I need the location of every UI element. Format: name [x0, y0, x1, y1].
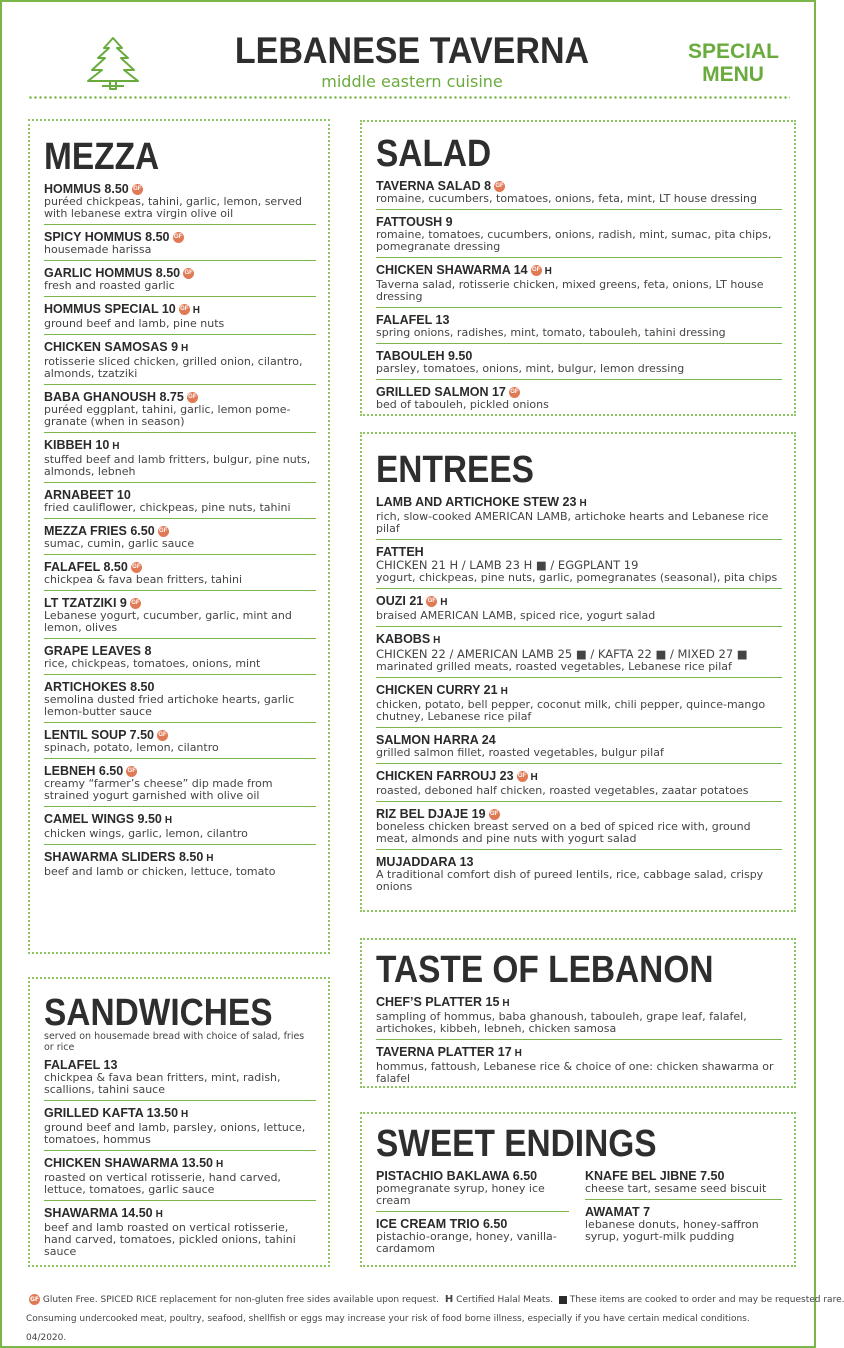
- item-name: [376, 495, 782, 511]
- item-name-text: LENTIL SOUP 7.50: [44, 728, 154, 742]
- item-description: chicken, potato, bell pepper, coconut milk, chili pepper, quince-mango chutney, Lebanese rice pilaf: [376, 698, 766, 723]
- item-name-text: CHICKEN SAMOSAS 9: [44, 340, 179, 354]
- item-description: romaine, cucumbers, tomatoes, onions, feta, mint, LT house dressing: [376, 192, 757, 205]
- item-description: sampling of hommus, baba ghanoush, tabouleh, grape leaf, falafel, artichokes, kibbeh, lebneh, chicken samosa: [376, 1010, 747, 1035]
- item-description: cheese tart, sesame seed biscuit: [585, 1182, 767, 1195]
- item-description: grilled salmon fillet, roasted vegetables, bulgur pilaf: [376, 746, 664, 759]
- entrees-item: [376, 589, 782, 627]
- item-name: [376, 545, 782, 559]
- item-name: [585, 1205, 782, 1219]
- item-description: boneless chicken breast served on a bed of spiced rice with, ground meat, almonds and pine nuts with yogurt salad: [376, 820, 751, 845]
- item-name-text: LEBNEH 6.50: [44, 764, 124, 778]
- item-name-text: FATTEH: [376, 545, 424, 559]
- special-menu-label: [688, 40, 778, 86]
- item-name: [585, 1169, 782, 1183]
- halal-badge-icon: H: [206, 853, 214, 864]
- halal-badge-icon: H: [155, 1209, 163, 1220]
- item-description: fresh and roasted garlic: [44, 279, 175, 292]
- halal-badge-icon: H: [530, 772, 538, 783]
- item-description: bed of tabouleh, pickled onions: [376, 398, 549, 411]
- footer-halal-note: Certified Halal Meats.: [456, 1295, 554, 1305]
- halal-badge-icon: H: [544, 266, 552, 277]
- menu-header: [2, 2, 814, 98]
- sweet-endings-section: [360, 1112, 796, 1267]
- item-description: rice, chickpeas, tomatoes, onions, mint: [44, 657, 261, 670]
- item-name-text: HOMMUS SPECIAL 10: [44, 302, 176, 316]
- item-name: [376, 769, 782, 785]
- sandwiches-section: [28, 977, 330, 1267]
- sweets-left-column: [376, 1164, 579, 1259]
- item-name-text: CHICKEN FARROUJ 23: [376, 769, 514, 783]
- gluten-free-badge-icon: GF: [158, 526, 169, 537]
- mezza-item: [44, 483, 316, 519]
- item-name: [376, 1169, 569, 1183]
- item-name: [376, 385, 782, 399]
- item-name: [376, 683, 782, 699]
- mezza-item: [44, 675, 316, 723]
- gluten-free-badge-icon: GF: [489, 809, 500, 820]
- item-name-text: KABOBS: [376, 632, 431, 646]
- item-name-text: CAMEL WINGS 9.50: [44, 812, 162, 826]
- halal-badge-icon: H: [514, 1048, 522, 1059]
- sweets-title: SWEET ENDINGS: [376, 1123, 657, 1165]
- item-description: fried cauliflower, chickpeas, pine nuts, tahini: [44, 501, 291, 514]
- item-description: romaine, tomatoes, cucumbers, onions, radish, mint, sumac, pita chips, pomegranate dressing: [376, 228, 772, 253]
- entrees-item: [376, 678, 782, 728]
- item-description: pistachio-orange, honey, vanilla-cardamom: [376, 1230, 557, 1255]
- item-name-text: SHAWARMA 14.50: [44, 1206, 153, 1220]
- halal-badge-icon: H: [112, 441, 120, 452]
- item-name-text: GRAPE LEAVES 8: [44, 644, 152, 658]
- item-description: pomegranate syrup, honey ice cream: [376, 1182, 545, 1207]
- item-name-text: LT TZATZIKI 9: [44, 596, 127, 610]
- mezza-item: [44, 433, 316, 483]
- item-name-text: AWAMAT 7: [585, 1205, 651, 1219]
- item-description: spring onions, radishes, mint, tomato, tabouleh, tahini dressing: [376, 326, 726, 339]
- item-name-text: PISTACHIO BAKLAWA 6.50: [376, 1169, 538, 1183]
- item-description: creamy “farmer’s cheese” dip made from strained yogurt garnished with olive oil: [44, 777, 273, 802]
- halal-badge-icon: H: [444, 1294, 454, 1305]
- restaurant-title: LEBANESE TAVERNA: [234, 30, 590, 71]
- item-name-text: SPICY HOMMUS 8.50: [44, 230, 170, 244]
- sweets-item: [585, 1164, 782, 1200]
- item-name-text: MEZZA FRIES 6.50: [44, 524, 155, 538]
- entrees-title: ENTREES: [376, 449, 534, 491]
- salad-list: [376, 174, 782, 415]
- item-name: [44, 266, 316, 280]
- item-description: chickpea & fava bean fritters, mint, radish, scallions, tahini sauce: [44, 1071, 281, 1096]
- item-name: [376, 215, 782, 229]
- item-name-text: TABOULEH 9.50: [376, 349, 473, 363]
- halal-badge-icon: H: [216, 1159, 224, 1170]
- item-name-text: TAVERNA PLATTER 17: [376, 1045, 512, 1059]
- item-description: ground beef and lamb, parsley, onions, lettuce, tomatoes, hommus: [44, 1121, 306, 1146]
- item-description: ground beef and lamb, pine nuts: [44, 317, 225, 330]
- item-name-text: FALAFEL 8.50: [44, 560, 128, 574]
- item-name-text: GRILLED KAFTA 13.50: [44, 1106, 179, 1120]
- item-name-text: BABA GHANOUSH 8.75: [44, 390, 184, 404]
- gluten-free-badge-icon: GF: [494, 181, 505, 192]
- item-name: [376, 1045, 782, 1061]
- item-name-text: GARLIC HOMMUS 8.50: [44, 266, 181, 280]
- item-description: puréed chickpeas, tahini, garlic, lemon, served with lebanese extra virgin olive oil: [44, 195, 302, 220]
- gluten-free-badge-icon: GF: [426, 596, 437, 607]
- item-options: CHICKEN 21 H / LAMB 23 H ■ / EGGPLANT 19: [376, 558, 639, 572]
- item-name: [44, 728, 316, 742]
- item-name-text: LAMB AND ARTICHOKE STEW 23: [376, 495, 577, 509]
- item-name-text: ARTICHOKES 8.50: [44, 680, 155, 694]
- item-name: [376, 313, 782, 327]
- item-name: [44, 302, 316, 318]
- item-name-text: ARNABEET 10: [44, 488, 131, 502]
- entrees-item: [376, 540, 782, 589]
- item-name: [376, 263, 782, 279]
- sweets-right-column: [579, 1164, 782, 1259]
- entrees-item: [376, 802, 782, 850]
- sandwiches-title: SANDWICHES: [44, 992, 273, 1034]
- item-description: Taverna salad, rotisserie chicken, mixed greens, feta, onions, LT house dressing: [376, 278, 764, 303]
- item-description: puréed eggplant, tahini, garlic, lemon pome-granate (when in season): [44, 403, 291, 428]
- gluten-free-badge-icon: GF: [183, 268, 194, 279]
- sandwiches-item: [44, 1101, 316, 1151]
- taste-of-lebanon-section: [360, 938, 796, 1088]
- mezza-item: [44, 807, 316, 845]
- gluten-free-badge-icon: GF: [132, 184, 143, 195]
- taste-list: [376, 990, 782, 1089]
- restaurant-subtitle: middle eastern cuisine: [321, 72, 503, 91]
- mezza-item: [44, 723, 316, 759]
- item-name: [44, 1058, 316, 1072]
- gluten-free-badge-icon: GF: [179, 304, 190, 315]
- gluten-free-badge-icon: GF: [531, 265, 542, 276]
- item-name-text: SHAWARMA SLIDERS 8.50: [44, 850, 204, 864]
- item-name-text: FATTOUSH 9: [376, 215, 453, 229]
- item-name: [44, 1206, 316, 1222]
- item-description: hommus, fattoush, Lebanese rice & choice of one: chicken shawarma or falafel: [376, 1060, 774, 1085]
- item-name: [44, 340, 316, 356]
- item-name-text: CHICKEN SHAWARMA 13.50: [44, 1156, 214, 1170]
- item-name: [44, 524, 316, 538]
- gluten-free-badge-icon: GF: [157, 730, 168, 741]
- item-description: beef and lamb or chicken, lettuce, tomato: [44, 865, 276, 878]
- item-name-text: GRILLED SALMON 17: [376, 385, 506, 399]
- salad-item: [376, 210, 782, 258]
- item-name: [44, 390, 316, 404]
- item-description: sumac, cumin, garlic sauce: [44, 537, 195, 550]
- mezza-section: [28, 119, 330, 954]
- item-name: [44, 438, 316, 454]
- mezza-item: [44, 555, 316, 591]
- item-description: chickpea & fava bean fritters, tahini: [44, 573, 243, 586]
- item-name-text: KIBBEH 10: [44, 438, 110, 452]
- mezza-item: [44, 225, 316, 261]
- footer-line-2: Consuming undercooked meat, poultry, seafood, shellfish or eggs may increase your risk of food borne illness, especially if you have certain medical conditions. 04/2020.: [26, 1314, 750, 1343]
- item-name: [44, 764, 316, 778]
- item-description: roasted, deboned half chicken, roasted vegetables, zaatar potatoes: [376, 784, 749, 797]
- taste-title: TASTE OF LEBANON: [376, 949, 714, 991]
- item-name: [44, 644, 316, 658]
- item-name-text: MUJADDARA 13: [376, 855, 474, 869]
- item-name: [44, 680, 316, 694]
- taste-item: [376, 990, 782, 1040]
- gluten-free-badge-icon: GF: [173, 232, 184, 243]
- cooked-to-order-square-icon: [559, 1296, 567, 1304]
- header-divider: [28, 95, 790, 100]
- sandwiches-item: [44, 1201, 316, 1262]
- item-name: [44, 850, 316, 866]
- halal-badge-icon: H: [579, 498, 587, 509]
- item-name: [44, 1106, 316, 1122]
- item-name: [44, 812, 316, 828]
- mezza-item: [44, 261, 316, 297]
- item-description: chicken wings, garlic, lemon, cilantro: [44, 827, 248, 840]
- mezza-item: [44, 385, 316, 433]
- salad-item: [376, 308, 782, 344]
- item-description: lebanese donuts, honey-saffron syrup, yogurt-milk pudding: [585, 1218, 759, 1243]
- item-name-text: SALMON HARRA 24: [376, 733, 496, 747]
- footer-line-1: [26, 1290, 844, 1310]
- mezza-item: [44, 297, 316, 335]
- halal-badge-icon: H: [164, 815, 173, 826]
- item-name: [376, 855, 782, 869]
- item-description: marinated grilled meats, roasted vegetables, Lebanese rice pilaf: [376, 660, 732, 673]
- halal-badge-icon: H: [181, 343, 189, 354]
- item-description: yogurt, chickpeas, pine nuts, garlic, pomegranates (seasonal), pita chips: [376, 571, 778, 584]
- entrees-item: [376, 627, 782, 678]
- item-name-text: CHICKEN SHAWARMA 14: [376, 263, 528, 277]
- sweets-item: [585, 1200, 782, 1247]
- item-name: [44, 182, 316, 196]
- sweets-item: [376, 1212, 569, 1259]
- entrees-list: [376, 490, 782, 897]
- item-name-text: HOMMUS 8.50: [44, 182, 129, 196]
- item-description: Lebanese yogurt, cucumber, garlic, mint and lemon, olives: [44, 609, 292, 634]
- item-description: A traditional comfort dish of pureed lentils, rice, cabbage salad, crispy onions: [376, 868, 764, 893]
- item-name-text: CHEF’S PLATTER 15: [376, 995, 500, 1009]
- mezza-item: [44, 177, 316, 225]
- gluten-free-badge-icon: GF: [131, 562, 142, 573]
- cedar-tree-logo-icon: [84, 34, 142, 92]
- salad-item: [376, 174, 782, 210]
- item-name-text: RIZ BEL DJAJE 19: [376, 807, 486, 821]
- halal-badge-icon: H: [181, 1109, 189, 1120]
- item-description: braised AMERICAN LAMB, spiced rice, yogurt salad: [376, 609, 656, 622]
- item-description: roasted on vertical rotisserie, hand carved, lettuce, tomatoes, garlic sauce: [44, 1171, 281, 1196]
- sandwiches-item: [44, 1053, 316, 1101]
- item-name-text: FALAFEL 13: [376, 313, 450, 327]
- item-description: housemade harissa: [44, 243, 152, 256]
- item-name: [44, 596, 316, 610]
- halal-badge-icon: H: [500, 686, 508, 697]
- footer-rare-note: These items are cooked to order and may be requested rare.: [569, 1295, 844, 1305]
- entrees-item: [376, 850, 782, 897]
- item-description: beef and lamb roasted on vertical rotisserie, hand carved, tomatoes, pickled onions, tahini sauce: [44, 1221, 296, 1258]
- special-label-line1: SPECIAL: [688, 40, 780, 63]
- salad-item: [376, 344, 782, 380]
- item-name: [376, 807, 782, 821]
- mezza-item: [44, 519, 316, 555]
- item-description: rich, slow-cooked AMERICAN LAMB, artichoke hearts and Lebanese rice pilaf: [376, 510, 769, 535]
- mezza-item: [44, 591, 316, 639]
- item-name: [376, 995, 782, 1011]
- item-name-text: KNAFE BEL JIBNE 7.50: [585, 1169, 725, 1183]
- mezza-list: [44, 177, 316, 882]
- salad-section: [360, 120, 796, 416]
- special-label-line2: MENU: [702, 63, 764, 86]
- halal-badge-icon: H: [440, 597, 448, 608]
- entrees-item: [376, 728, 782, 764]
- gluten-free-badge-icon: GF: [130, 598, 141, 609]
- item-name-text: CHICKEN CURRY 21: [376, 683, 498, 697]
- mezza-item: [44, 845, 316, 882]
- halal-badge-icon: H: [433, 635, 441, 646]
- item-name: [376, 733, 782, 747]
- item-name-text: FALAFEL 13: [44, 1058, 118, 1072]
- item-name: [44, 1156, 316, 1172]
- entrees-section: [360, 432, 796, 912]
- mezza-item: [44, 759, 316, 807]
- item-name: [376, 632, 782, 648]
- item-name: [376, 594, 782, 610]
- item-description: parsley, tomatoes, onions, mint, bulgur, lemon dressing: [376, 362, 685, 375]
- sweets-item: [376, 1164, 569, 1212]
- gluten-free-badge-icon: GF: [509, 387, 520, 398]
- item-description: stuffed beef and lamb fritters, bulgur, pine nuts, almonds, lebneh: [44, 453, 311, 478]
- item-name: [44, 488, 316, 502]
- item-name: [376, 1217, 569, 1231]
- item-description: semolina dusted fried artichoke hearts, garlic lemon-butter sauce: [44, 693, 295, 718]
- item-name: [376, 349, 782, 363]
- sandwiches-note: served on housemade bread with choice of salad, fries or rice: [44, 1031, 305, 1053]
- salad-item: [376, 380, 782, 415]
- mezza-title: MEZZA: [44, 136, 160, 178]
- item-name: [44, 230, 316, 244]
- salad-title: SALAD: [376, 133, 492, 175]
- item-name: [376, 179, 782, 193]
- sandwiches-list: [44, 1053, 316, 1262]
- entrees-item: [376, 764, 782, 802]
- gluten-free-badge-icon: GF: [187, 392, 198, 403]
- entrees-item: [376, 490, 782, 540]
- item-description: spinach, potato, lemon, cilantro: [44, 741, 219, 754]
- footer-gluten-note: Gluten Free. SPICED RICE replacement for non-gluten free sides available upon request.: [42, 1295, 440, 1305]
- item-name-text: TAVERNA SALAD 8: [376, 179, 492, 193]
- item-name: [44, 560, 316, 574]
- gluten-free-badge-icon: GF: [517, 771, 528, 782]
- mezza-item: [44, 639, 316, 675]
- item-name-text: ICE CREAM TRIO 6.50: [376, 1217, 508, 1231]
- gluten-free-badge-icon: GF: [126, 766, 137, 777]
- halal-badge-icon: H: [502, 998, 510, 1009]
- halal-badge-icon: H: [192, 305, 200, 316]
- mezza-item: [44, 335, 316, 385]
- salad-item: [376, 258, 782, 308]
- menu-footer: [26, 1290, 844, 1348]
- taste-item: [376, 1040, 782, 1089]
- item-name-text: OUZI 21: [376, 594, 424, 608]
- item-description: rotisserie sliced chicken, grilled onion, cilantro, almonds, tzatziki: [44, 355, 303, 380]
- item-options: CHICKEN 22 / AMERICAN LAMB 25 ■ / KAFTA 22 ■ / MIXED 27 ■: [376, 647, 748, 661]
- sandwiches-item: [44, 1151, 316, 1201]
- gluten-free-badge-icon: GF: [29, 1296, 40, 1303]
